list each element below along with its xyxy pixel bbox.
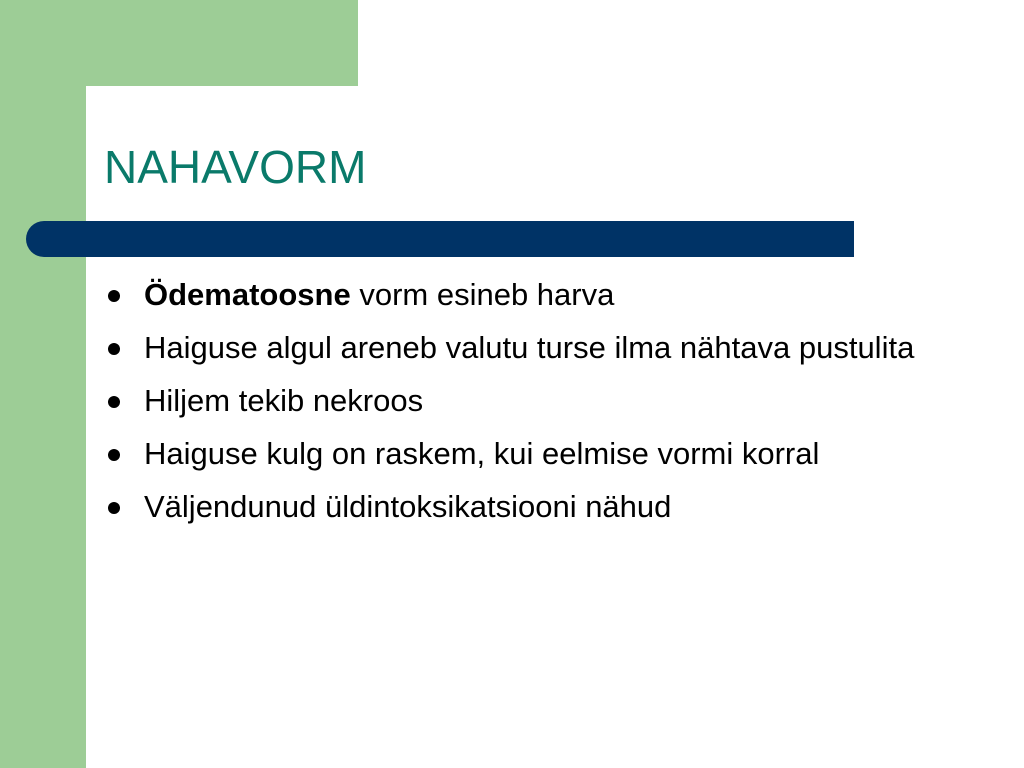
bullet-item	[104, 433, 924, 475]
slide-title: NAHAVORM	[104, 141, 367, 193]
bullet-text: Haiguse algul areneb valutu turse ilma nähtava pustulita	[144, 330, 915, 365]
title-underline-bar	[26, 221, 854, 257]
bullet-item	[104, 380, 924, 422]
bullet-dot-icon	[108, 290, 120, 302]
bullet-dot-icon	[108, 449, 120, 461]
bullet-item	[104, 486, 924, 528]
bullet-bold-text: Ödematoosne	[144, 277, 351, 312]
bullet-text: vorm esineb harva	[350, 277, 615, 312]
bullet-item	[104, 274, 924, 316]
bullet-dot-icon	[108, 502, 120, 514]
bullet-item	[104, 327, 924, 369]
bullet-dot-icon	[108, 396, 120, 408]
bullet-list	[104, 274, 924, 539]
bullet-dot-icon	[108, 343, 120, 355]
bullet-text: Hiljem tekib nekroos	[144, 383, 424, 418]
bullet-text: Väljendunud üldintoksikatsiooni nähud	[144, 489, 672, 524]
green-decor-left	[0, 0, 86, 768]
bullet-text: Haiguse kulg on raskem, kui eelmise vormi korral	[144, 436, 820, 471]
